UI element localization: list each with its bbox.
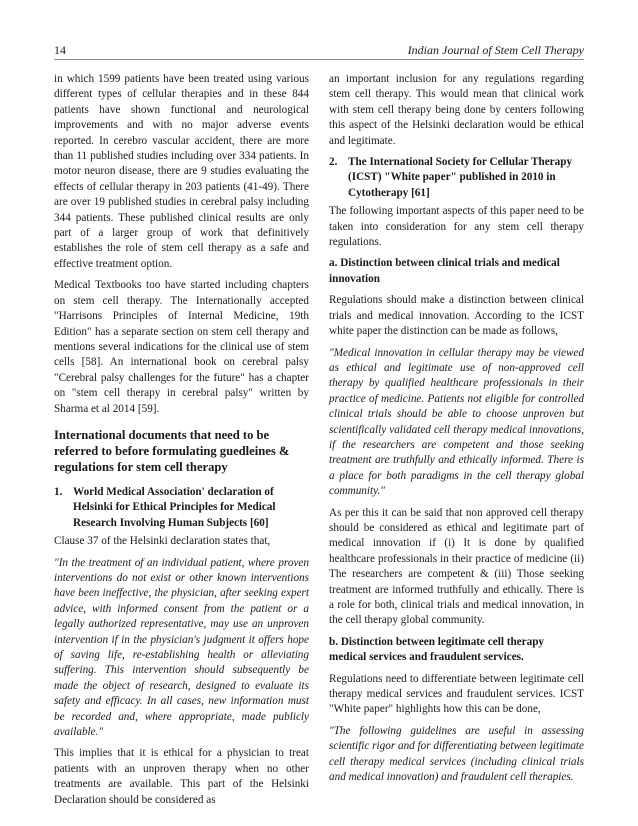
subheading: a. Distinction between clinical trials and medical innovation xyxy=(329,257,560,285)
paragraph: Medical Textbooks too have started including chapters on stem cell therapy. The Internationally accepted "Harrisons Principles of Internal Medicine, 19th Edition" has a separate section on stem cell therapy and mentions several indications for the clinical use of stem cells [58]. An international book on cerebral palsy "Cerebral palsy challenges for the future" has a chapter on "stem cell therapy in cerebral palsy" written by Sharma et al 2014 [59]. xyxy=(54,279,309,415)
block-quote: "Medical innovation in cellular therapy may be viewed as ethical and legitimate use of non-approved cell therapy by qualified healthcare professionals in their practice of medicine. Patients not eligible for controlled clinical trials should be able to choose unproven but scientifically validated cell therapy medical innovations, if the researchers are competent and those seeking treatment are truthfully and ethically informed. There is a place for both paradigms in the cell therapy global community." xyxy=(329,346,584,498)
item-title: World Medical Association' declaration of Helsinki for Ethical Principles for Medical Research Involving Human Subjects [60] xyxy=(73,485,276,529)
journal-title: Indian Journal of Stem Cell Therapy xyxy=(407,43,584,57)
page-number: 14 xyxy=(54,43,66,57)
numbered-heading xyxy=(329,155,584,201)
section-heading: International documents that need to be referred to before formulating guedleines & regulations for stem cell therapy xyxy=(54,427,290,474)
paragraph: This implies that it is ethical for a physician to treat patients with an unproven therapy when no other treatments are available. This part of the Helsinki Declaration should be considered as xyxy=(54,747,309,806)
block-quote: "The following guidelines are useful in assessing scientific rigor and for differentiating between legitimate cell therapy medical services (including clinical trials and medical innovation) and fraudulent cell therapies. xyxy=(329,724,584,784)
subheading: b. Distinction between legitimate cell therapy medical services and fraudulent services. xyxy=(329,635,545,664)
left-column xyxy=(54,72,309,814)
item-number: 1. xyxy=(54,485,63,498)
paragraph: an important inclusion for any regulations regarding stem cell therapy. This would mean that clinical work with stem cell therapy being done by centers following this aspect of the Helsinki declaration would be ethical and legitimate. xyxy=(329,73,584,147)
paragraph: The following important aspects of this paper need to be taken into consideration for any stem cell therapy regulations. xyxy=(329,205,584,249)
paragraph: Clause 37 of the Helsinki declaration states that, xyxy=(54,535,271,548)
item-number: 2. xyxy=(329,156,338,169)
paragraph: Regulations should make a distinction between clinical trials and medical innovation. According to the ICST white paper the distinction can be made as follows, xyxy=(329,294,584,338)
paragraph: Regulations need to differentiate between legitimate cell therapy medical services and fraudulent services. ICST "White paper" highlights how this can be done, xyxy=(329,672,584,716)
numbered-heading xyxy=(54,485,309,531)
block-quote: "In the treatment of an individual patient, where proven interventions do not exist or other known interventions have been ineffective, the physician, after seeking expert advice, with informed consent from the patient or a legally authorized representative, may use an unproven intervention if in the physician's judgment it offers hope of saving life, re-establishing health or alleviating suffering. This intervention should subsequently be made the object of research, designed to evaluate its safety and efficacy. In all cases, new information must be recorded and, where appropriate, made publicly available." xyxy=(54,556,309,739)
page-header xyxy=(54,41,584,60)
paragraph: As per this it can be said that non approved cell therapy should be considered as ethical and legitimate part of medical innovation if (i) It is done by qualified healthcare professionals in their practice of medicine (ii) The researchers are competent & (iii) Those seeking treatment are informed truthfully and ethically. There is a role for both, clinical trials and medical innovation, in the cell therapy global community. xyxy=(329,506,584,627)
item-title: The International Society for Cellular Therapy (ICST) "White paper" published in 2010 in Cytotherapy [61] xyxy=(348,156,573,199)
paragraph: in which 1599 patients have been treated using various different types of cellular therapies and in these 844 patients have shown functional and neurological improvements and with no major adverse events reported. In cerebro vascular accident, there are more than 11 published studies including over 334 patients. In motor neuron disease, there are 9 studies evaluating the effects of cellular therapy in 203 patients (41-49). There are over 19 published studies in cerebral palsy including 344 patients. These published clinical results are only part of a larger group of work that definitively establishes the role of stem cell therapy as a safe and effective treatment option. xyxy=(54,73,309,270)
right-column xyxy=(329,72,584,791)
